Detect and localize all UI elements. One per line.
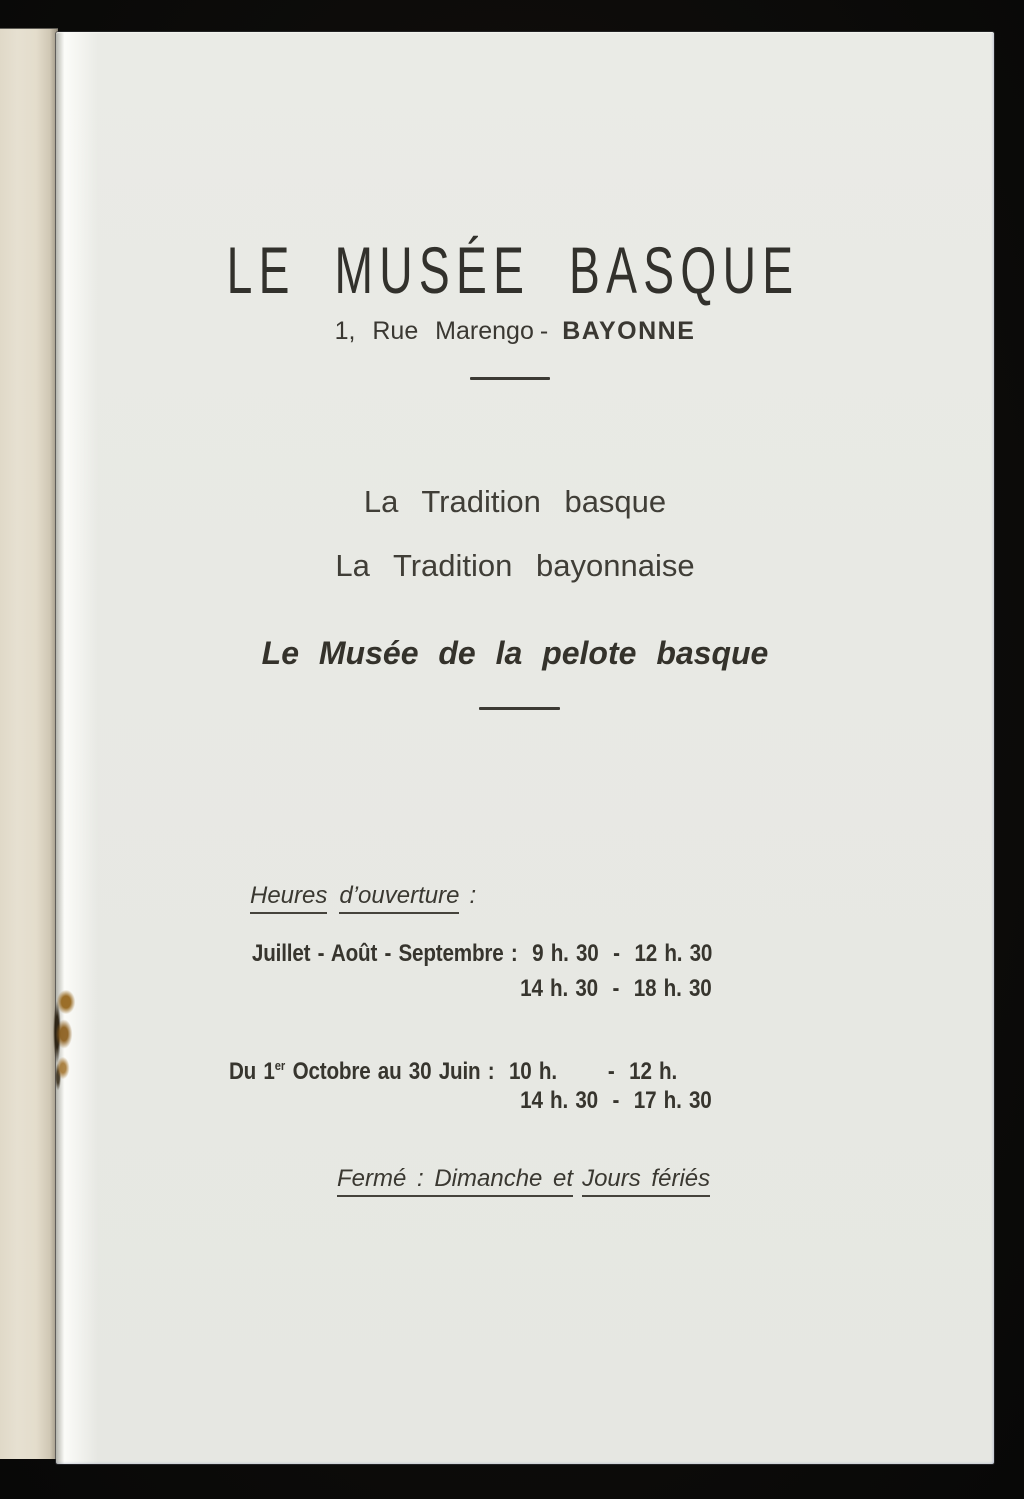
address-line [46,316,984,346]
heading-word-heures: Heures [250,882,327,914]
heading-colon: : [469,882,477,909]
closed-part2: Jours fériés [582,1165,710,1197]
rust-stain [49,982,83,1096]
closed-days-line [337,1164,710,1194]
winter-label-superscript: er [274,1058,286,1073]
summer-hours-line1 [252,939,712,969]
summer-times-morning: 9 h. 30 - 12 h. 30 [517,940,712,967]
underlying-page-edge [0,29,58,1459]
subtitle-musee-pelote: Le Musée de la pelote basque [261,635,769,671]
winter-hours-line1 [229,1051,677,1087]
subtitle-tradition-basque: La Tradition basque [363,484,667,519]
address-city: BAYONNE [562,317,696,345]
divider-rule-top [470,377,550,380]
address-dash: - [539,317,549,345]
heading-word-ouverture: d’ouverture [339,882,459,914]
page-title: LE MUSÉE BASQUE [226,233,800,307]
booklet-page [56,32,994,1464]
winter-times-morning: 10 h. - 12 h. [494,1058,677,1085]
winter-hours-line2: 14 h. 30 - 17 h. 30 [520,1087,712,1114]
opening-hours-heading [250,881,476,911]
subtitle-tradition-bayonnaise: La Tradition bayonnaise [335,548,695,583]
address-street: 1, Rue Marengo [334,317,534,345]
closed-part1: Fermé : Dimanche et [337,1165,573,1197]
winter-label-prefix: Du 1 [228,1058,275,1085]
winter-label-rest: Octobre au 30 Juin : [285,1058,495,1085]
summer-hours-line2: 14 h. 30 - 18 h. 30 [520,975,712,1002]
summer-label: Juillet - Août - Septembre : [251,940,518,967]
divider-rule-middle [479,707,560,710]
